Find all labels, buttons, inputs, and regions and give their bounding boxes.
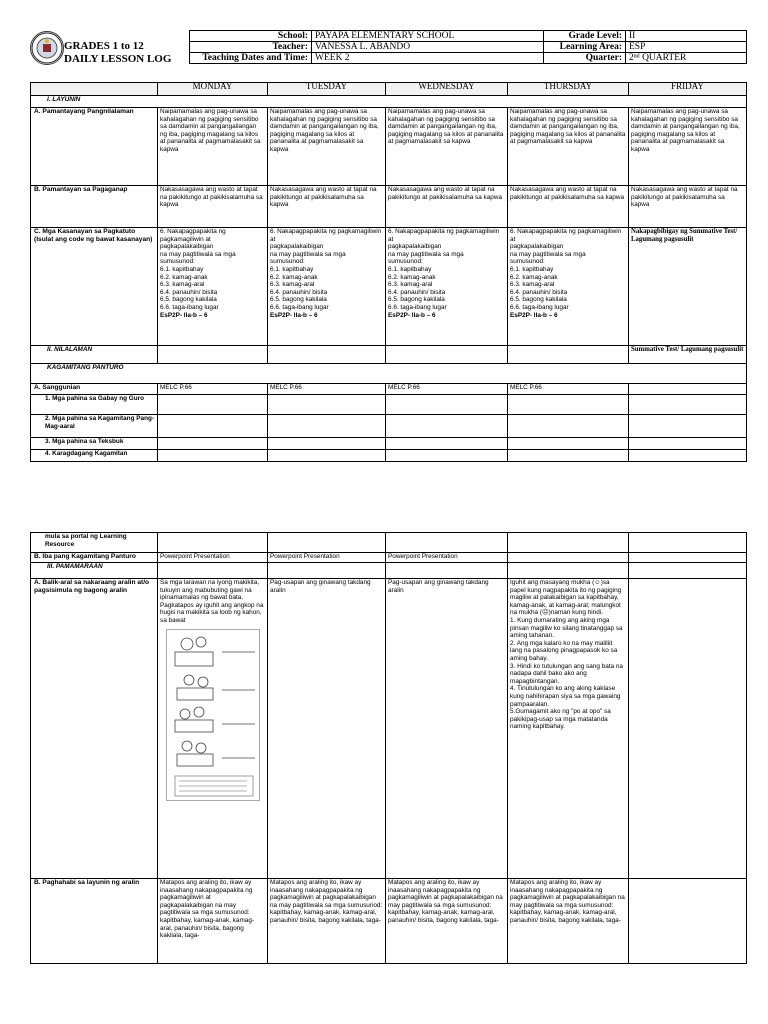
cell-balik-aral-wednesday: Pag-usapan ang ginawang takdang aralin — [386, 579, 508, 879]
competency-line: pagkapalakaibigan — [270, 243, 324, 251]
competency-line: 6. Nakapagpapakita ng pagkamagiliwin at — [270, 228, 382, 243]
document-title — [64, 40, 171, 66]
row-label-mga-kasanayan: C. Mga Kasanayan sa Pagkatuto (Isulat ang code ng bawat kasanayan) — [31, 228, 158, 346]
row-label-gabay-ng-guro: 1. Mga pahina sa Gabay ng Guro — [31, 395, 158, 415]
competency-line: na may pagtitiwala sa mga — [388, 250, 464, 258]
competency-line: 6.1. kapitbahay — [388, 265, 432, 273]
quarter-value: 2ⁿᵈ QUARTER — [626, 53, 747, 64]
competency-line: 6.4. panauhin/ bisita — [160, 288, 218, 296]
competency-line: 6.3. kamag-aral — [160, 281, 205, 289]
section-nilalaman: II. NILALAMAN — [31, 346, 158, 364]
cell-sanggunian-monday: MELC P.66 — [158, 384, 268, 395]
cell-c-thursday — [508, 228, 629, 346]
section-kagamitang-panturo: KAGAMITANG PANTURO — [31, 364, 747, 384]
cell-b-friday: Nakasasagawa ang wasto at tapat na pakikitungo at pakikisalamuha sa kapwa — [629, 186, 747, 228]
competency-line: 6.4. panauhin/ bisita — [388, 288, 446, 296]
row-label-kagamitang-mag-aaral: 2. Mga pahina sa Kagamitang Pang-Mag-aaral — [31, 415, 158, 438]
competency-list — [160, 228, 265, 319]
competency-list — [388, 228, 505, 319]
teacher-label: Teacher: — [190, 42, 312, 53]
worksheet-illustration — [166, 629, 260, 801]
competency-line: 6.5. bagong kakilala — [510, 296, 567, 304]
competency-line: na may pagtitiwala sa mga — [270, 250, 346, 258]
competency-line: EsP2P- IIa-b – 6 — [270, 311, 318, 319]
dates-value: WEEK 2 — [312, 53, 544, 64]
cell-a-thursday: Naipamamalas ang pag-unawa sa kahalagahan ng pagiging sensitibo sa damdamin at pangangailangan ng iba, pagiging magalang sa kilos at pananalita at pagmamalasakit sa kapwa — [508, 108, 629, 186]
section-pamamaraan: III. PAMAMARAAN — [31, 563, 158, 579]
competency-line: 6.1. kapitbahay — [160, 265, 204, 273]
cell-sanggunian-friday — [629, 384, 747, 395]
competency-line: sumusunod: — [388, 258, 423, 266]
cell-balik-aral-thursday: Iguhit ang masayang mukha (☺)sa papel kung nagpapakita ito ng pagiging magiliw at palakaibigan sa kapitbahay, kamag-anak, at kamag-aral; malungkot na mukha (☹)naman kung hindi. 1. Kung dumarating ang aking mga pinsan magiliw ko silang tinatanggap sa aming tahanan. 2. Ang mga kalaro ko na may maliliit lang na pasalong pinagpapasok ko sa aming bahay. 3. Hindi ko tutulungan ang sang bata na nadapa dahil bako ako ang mapagbintangan. 4. Tinutulungan ko ang aking kaklase kung nahihirapan siya sa mga gawaing pampaaralan. 5.Gumagamit ako ng "po at opo" sa pakikipag-usap sa mga matatanda naming kapitbahay. — [508, 579, 629, 879]
competency-line: 6. Nakapagpapakita ng pagkamagiliwin at — [160, 228, 226, 243]
balik-aral-instructions: Sa mga larawan na iyong makikita, tukuyin ang mabubuting gawi na ipinamamalas ng bawat bata. Pagkatapos ay iguhit ang angkop na hugis na makikita sa loob ng kahon, sa bawat — [160, 579, 264, 624]
title-line-2: DAILY LESSON LOG — [64, 53, 172, 65]
competency-line: 6.6. taga-ibang lugar — [510, 303, 569, 311]
cell-a-tuesday: Naipamamalas ang pag-unawa sa kahalagahan ng pagiging sensitibo sa damdamin at pangangailangan ng iba, pagiging magalang sa kilos at pananalita at pagmamalasakit sa kapwa — [268, 108, 386, 186]
title-line-1: GRADES 1 to 12 — [64, 40, 144, 52]
deped-seal-logo — [30, 31, 64, 65]
row-label-balik-aral: A. Balik-aral sa nakaraang aralin at/o pagsisimula ng bagong aralin — [31, 579, 158, 879]
competency-line: 6.6. taga-ibang lugar — [388, 303, 447, 311]
cell-b-monday: Nakasasagawa ang wasto at tapat na pakikitungo at pakikisalamuha sa kapwa — [158, 186, 268, 228]
row-label-teksbuk: 3. Mga pahina sa Teksbuk — [31, 438, 158, 450]
cell-paghahabi-monday: Matapos ang araling ito, ikaw ay inaasahang nakapagpapakita ng pagkamagiliwin at pagkapalakaibigan na may pagtitiwala sa mga sumusunod: kapitbahay, kamag-anak, kamag-aral, panauhin/ bisita, bagong kakilala, taga- — [158, 879, 268, 964]
competency-line: sumusunod: — [160, 258, 195, 266]
corner-cell — [31, 83, 158, 96]
competency-line: 6.4. panauhin/ bisita — [270, 288, 328, 296]
cell-paghahabi-friday — [629, 879, 747, 964]
lesson-log-table-top — [30, 82, 747, 462]
cell-c-friday: Nakapagbibigay ng Summative Test/ Lagumang pagsusulit — [629, 228, 747, 346]
competency-line: pagkapalakaibigan — [160, 243, 214, 251]
competency-line: na may pagtitiwala sa mga — [510, 250, 586, 258]
cell-a-monday: Naipamamalas ang pag-unawa sa kahalagahan ng pagiging sensitibo sa damdamin at pangangailangan ng iba, pagiging magalang sa kilos at pananalita at pagmamalasakit sa kapwa — [158, 108, 268, 186]
area-label: Learning Area: — [544, 42, 626, 53]
cell-nilalaman-friday: Summative Test/ Lagumang pagsusulit — [629, 346, 747, 364]
row-label-sanggunian: A. Sanggunian — [31, 384, 158, 395]
cell-a-friday: Naipamamalas ang pag-unawa sa kahalagahan ng pagiging sensitibo sa damdamin at pangangailangan ng iba, pagiging magalang sa kilos at pananalita at pagmamalasakit sa kapwa — [629, 108, 747, 186]
competency-line: EsP2P- IIa-b – 6 — [160, 311, 208, 319]
competency-line: 6.1. kapitbahay — [510, 265, 554, 273]
competency-line: 6.6. taga-ibang lugar — [270, 303, 329, 311]
row-label-iba-pang-kagamitan: B. Iba pang Kagamitang Panturo — [31, 553, 158, 563]
row-label-learning-resource-portal: mula sa portal ng Learning Resource — [31, 533, 158, 553]
competency-line: 6.6. taga-ibang lugar — [160, 303, 219, 311]
competency-line: 6.2. kamag-anak — [510, 273, 558, 281]
row-label-pamantayan-sa-pagaganap: B. Pamantayan sa Pagaganap — [31, 186, 158, 228]
grade-value: II — [626, 31, 747, 42]
competency-line: pagkapalakaibigan — [388, 243, 442, 251]
row-label-paghahabi: B. Paghahabi sa layunin ng aralin — [31, 879, 158, 964]
area-value: ESP — [626, 42, 747, 53]
row-label-pamantayang-pangnilalaman: A. Pamantayang Pangnilalaman — [31, 108, 158, 186]
cell-c-wednesday — [386, 228, 508, 346]
competency-line: 6.2. kamag-anak — [388, 273, 436, 281]
competency-line: pagkapalakaibigan — [510, 243, 564, 251]
teacher-value: VANESSA L. ABANDO — [312, 42, 544, 53]
competency-line: EsP2P- IIa-b – 6 — [510, 311, 558, 319]
competency-line: 6.2. kamag-anak — [270, 273, 318, 281]
dates-label: Teaching Dates and Time: — [190, 53, 312, 64]
cell-paghahabi-thursday: Matapos ang araling ito, ikaw ay inaasahang nakapagpapakita ng pagkamagiliwin at pagkapalakaibigan na may pagtitiwala sa mga sumusunod: kapitbahay, kamag-anak, kamag-aral, panauhin/ bisita, bagong kakilala, taga- — [508, 879, 629, 964]
cell-nilalaman-thursday — [508, 346, 629, 364]
competency-line: 6.5. bagong kakilala — [388, 296, 445, 304]
cell-ppt-wednesday: Powerpoint Presentation — [386, 553, 508, 563]
cell-ppt-tuesday: Powerpoint Presentation — [268, 553, 386, 563]
competency-line: 6. Nakapagpapakita ng pagkamagiliwin at — [388, 228, 500, 243]
cell-b-wednesday: Nakasasagawa ang wasto at tapat na pakikitungo at pakikisalamuha sa kapwa — [386, 186, 508, 228]
header-info-table — [189, 30, 747, 64]
cell-c-monday — [158, 228, 268, 346]
day-header-monday: MONDAY — [158, 83, 268, 96]
cell-b-thursday: Nakasasagawa ang wasto at tapat na pakikitungo at pakikisalamuha sa kapwa — [508, 186, 629, 228]
competency-line: 6. Nakapagpapakita ng pagkamagiliwin at — [510, 228, 622, 243]
cell-balik-aral-monday — [158, 579, 268, 879]
quarter-label: Quarter: — [544, 53, 626, 64]
competency-line: 6.3. kamag-aral — [270, 281, 315, 289]
day-header-friday: FRIDAY — [629, 83, 747, 96]
competency-line: 6.5. bagong kakilala — [160, 296, 217, 304]
school-value: PAYAPA ELEMENTARY SCHOOL — [312, 31, 544, 42]
day-header-thursday: THURSDAY — [508, 83, 629, 96]
competency-list — [270, 228, 383, 319]
cell-ppt-monday: Powerpoint Presentation — [158, 553, 268, 563]
cell-sanggunian-thursday: MELC P.66 — [508, 384, 629, 395]
competency-line: sumusunod: — [270, 258, 305, 266]
cell-balik-aral-friday — [629, 579, 747, 879]
competency-line: 6.1. kapitbahay — [270, 265, 314, 273]
competency-line: 6.3. kamag-aral — [388, 281, 433, 289]
school-label: School: — [190, 31, 312, 42]
competency-line: na may pagtitiwala sa mga — [160, 250, 236, 258]
cell-a-wednesday: Naipamamalas ang pag-unawa sa kahalagahan ng pagiging sensitibo sa damdamin at pangangailangan ng iba, pagiging magalang sa kilos at pananalita at pagmamalasakit sa kapwa — [386, 108, 508, 186]
cell-balik-aral-tuesday: Pag-usapan ang ginawang takdang aralin — [268, 579, 386, 879]
cell-nilalaman-wednesday — [386, 346, 508, 364]
competency-line: 6.4. panauhin/ bisita — [510, 288, 568, 296]
cell-c-tuesday — [268, 228, 386, 346]
cell-nilalaman-monday — [158, 346, 268, 364]
day-header-tuesday: TUESDAY — [268, 83, 386, 96]
row-label-karagdagang-kagamitan: 4. Karagdagang Kagamitan — [31, 450, 158, 462]
competency-list — [510, 228, 626, 319]
cell-sanggunian-tuesday: MELC P.66 — [268, 384, 386, 395]
cell-paghahabi-tuesday: Matapos ang araling ito, ikaw ay inaasahang nakapagpapakita ng pagkamagiliwin at pagkapalakaibigan na may pagtitiwala sa mga sumusunod: kapitbahay, kamag-anak, kamag-aral, panauhin/ bisita, bagong kakilala, taga- — [268, 879, 386, 964]
lesson-log-table-bottom — [30, 532, 747, 964]
cell-paghahabi-wednesday: Matapos ang araling ito, ikaw ay inaasahang nakapagpapakita ng pagkamagiliwin at pagkapalakaibigan na may pagtitiwala sa mga sumusunod: kapitbahay, kamag-anak, kamag-aral, panauhin/ bisita, bagong kakilala, taga- — [386, 879, 508, 964]
cell-sanggunian-wednesday: MELC P.66 — [386, 384, 508, 395]
grade-label: Grade Level: — [544, 31, 626, 42]
cell-b-tuesday: Nakasasagawa ang wasto at tapat na pakikitungo at pakikisalamuha sa kapwa — [268, 186, 386, 228]
competency-line: 6.5. bagong kakilala — [270, 296, 327, 304]
competency-line: 6.3. kamag-aral — [510, 281, 555, 289]
competency-line: sumusunod: — [510, 258, 545, 266]
competency-line: 6.2. kamag-anak — [160, 273, 208, 281]
section-layunin: I. LAYUNIN — [31, 96, 747, 108]
competency-line: EsP2P- IIa-b – 6 — [388, 311, 436, 319]
day-header-wednesday: WEDNESDAY — [386, 83, 508, 96]
cell-nilalaman-tuesday — [268, 346, 386, 364]
